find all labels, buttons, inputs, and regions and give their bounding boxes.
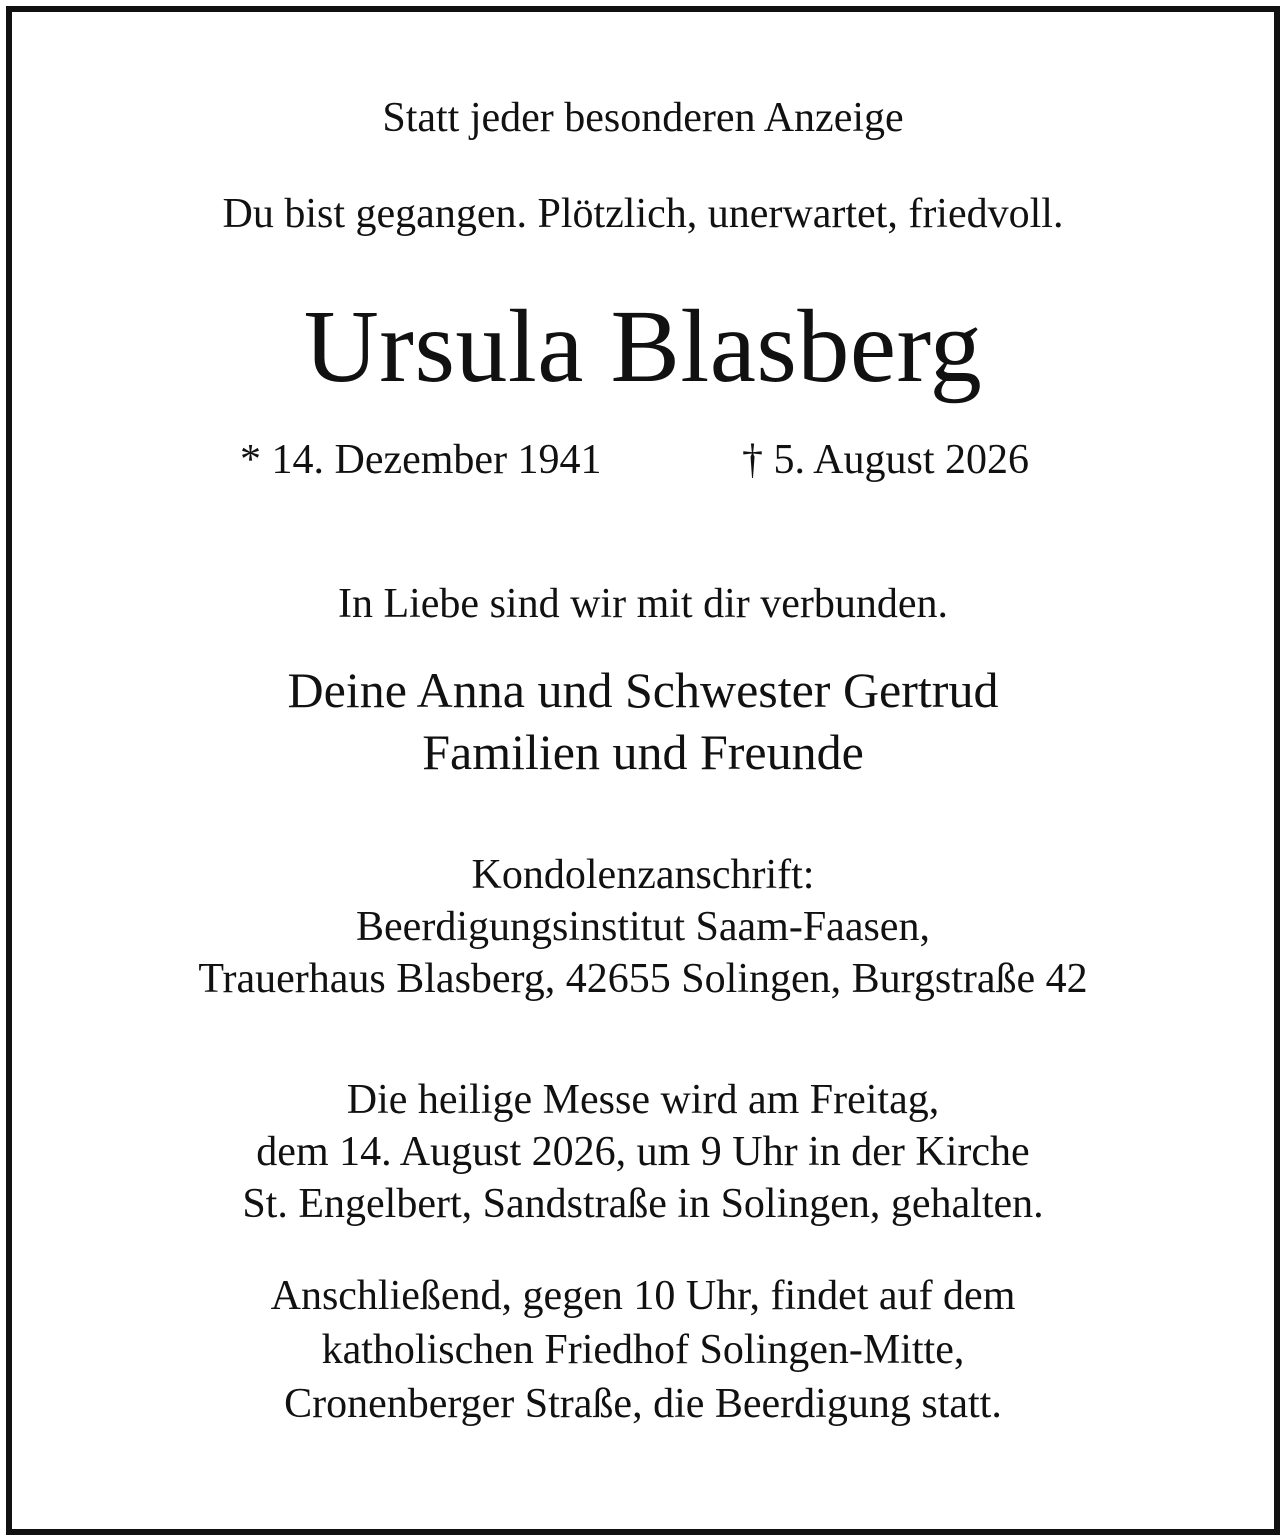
mass-line: St. Engelbert, Sandstraße in Solingen, gehalten. xyxy=(242,1181,1044,1227)
mass-info-block xyxy=(12,1074,1274,1230)
condolence-address-block xyxy=(12,849,1274,1005)
burial-line: katholischen Friedhof Solingen-Mitte, xyxy=(321,1327,965,1373)
condolence-heading: Kondolenzanschrift: xyxy=(471,852,815,898)
quote-line: Du bist gegangen. Plötzlich, unerwartet, friedvoll. xyxy=(222,191,1064,237)
love-line: In Liebe sind wir mit dir verbunden. xyxy=(337,581,949,627)
mourners-block xyxy=(12,659,1274,783)
condolence-line: Beerdigungsinstitut Saam-Faasen, xyxy=(356,904,930,950)
life-dates xyxy=(12,432,1274,488)
birth-date: * 14. Dezember 1941 xyxy=(240,437,602,483)
death-date: † 5. August 2026 xyxy=(742,437,1030,483)
mass-line: Die heilige Messe wird am Freitag, xyxy=(346,1077,940,1123)
intro-line: Statt jeder besonderen Anzeige xyxy=(382,95,904,141)
burial-info-block xyxy=(12,1269,1274,1431)
mourners-line: Deine Anna und Schwester Gertrud xyxy=(287,662,999,718)
mass-line: dem 14. August 2026, um 9 Uhr in der Kirche xyxy=(256,1129,1030,1175)
deceased-name: Ursula Blasberg xyxy=(303,289,983,404)
burial-line: Anschließend, gegen 10 Uhr, findet auf dem xyxy=(270,1273,1016,1319)
obituary-notice-frame xyxy=(6,6,1280,1535)
burial-line: Cronenberger Straße, die Beerdigung statt. xyxy=(284,1381,1002,1427)
mourners-line: Familien und Freunde xyxy=(422,724,864,780)
condolence-line: Trauerhaus Blasberg, 42655 Solingen, Burgstraße 42 xyxy=(198,956,1088,1002)
